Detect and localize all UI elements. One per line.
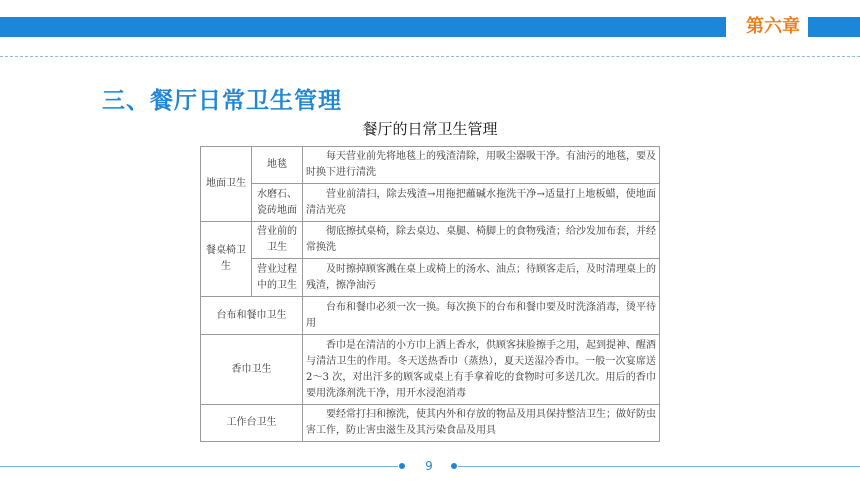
section-title: 三、餐厅日常卫生管理 [102, 88, 342, 114]
table-row [201, 222, 660, 259]
header-band-left [0, 17, 726, 37]
row-category-tablecloth: 台布和餐巾卫生 [201, 297, 303, 335]
row-subcategory: 营业前的卫生 [252, 222, 303, 259]
footer-line-left [0, 466, 398, 467]
footer-dot-right [451, 463, 457, 469]
footer-line-right [458, 466, 860, 467]
table-row [201, 335, 660, 405]
header-band-right [808, 17, 860, 37]
row-description: 香巾是在清洁的小方巾上洒上香水，供顾客抹脸擦手之用，起到提神、醒酒与清洁卫生的作用。冬天送热香巾（蒸热），夏天送湿冷香巾。一般一次宴席送 2～3 次，对出汗多的顾客或桌上有手拿着吃的食物时可多送几次。用后的香巾要用洗涤剂洗干净，用开水浸泡消毒 [303, 335, 660, 405]
row-description: 台布和餐巾必须一次一换。每次换下的台布和餐巾要及时洗涤消毒，烫平待用 [303, 297, 660, 335]
table-row [201, 147, 660, 184]
row-subcategory: 水磨石、瓷砖地面 [252, 184, 303, 222]
row-description: 每天营业前先将地毯上的残渣清除，用吸尘器吸干净。有油污的地毯，要及时换下进行清洗 [303, 147, 660, 184]
page-number: 9 [425, 459, 433, 473]
row-description: 营业前清扫，除去残渣→用拖把蘸碱水拖洗干净→适量打上地板蜡，使地面清洁光亮 [303, 184, 660, 222]
row-description: 彻底擦拭桌椅，除去桌边、桌腿、椅脚上的食物残渣；给沙发加布套，并经常换洗 [303, 222, 660, 259]
row-subcategory: 营业过程中的卫生 [252, 259, 303, 297]
table-row [201, 405, 660, 442]
header-divider [0, 56, 860, 57]
footer-dot-left [399, 463, 405, 469]
table-row [201, 297, 660, 335]
row-description: 及时擦掉顾客溅在桌上或椅上的汤水、油点；待顾客走后，及时清理桌上的残渣，擦净油污 [303, 259, 660, 297]
hygiene-table [200, 146, 660, 442]
row-category-tables: 餐桌椅卫生 [201, 222, 252, 297]
chapter-label: 第六章 [746, 16, 800, 37]
row-category-towel: 香巾卫生 [201, 335, 303, 405]
table-row [201, 184, 660, 222]
table-row [201, 259, 660, 297]
row-category-floor: 地面卫生 [201, 147, 252, 222]
table-caption: 餐厅的日常卫生管理 [362, 120, 498, 138]
row-category-workbench: 工作台卫生 [201, 405, 303, 442]
row-description: 要经常打扫和擦洗，使其内外和存放的物品及用具保持整洁卫生；做好防虫害工作，防止害虫滋生及其污染食品及用具 [303, 405, 660, 442]
row-subcategory: 地毯 [252, 147, 303, 184]
